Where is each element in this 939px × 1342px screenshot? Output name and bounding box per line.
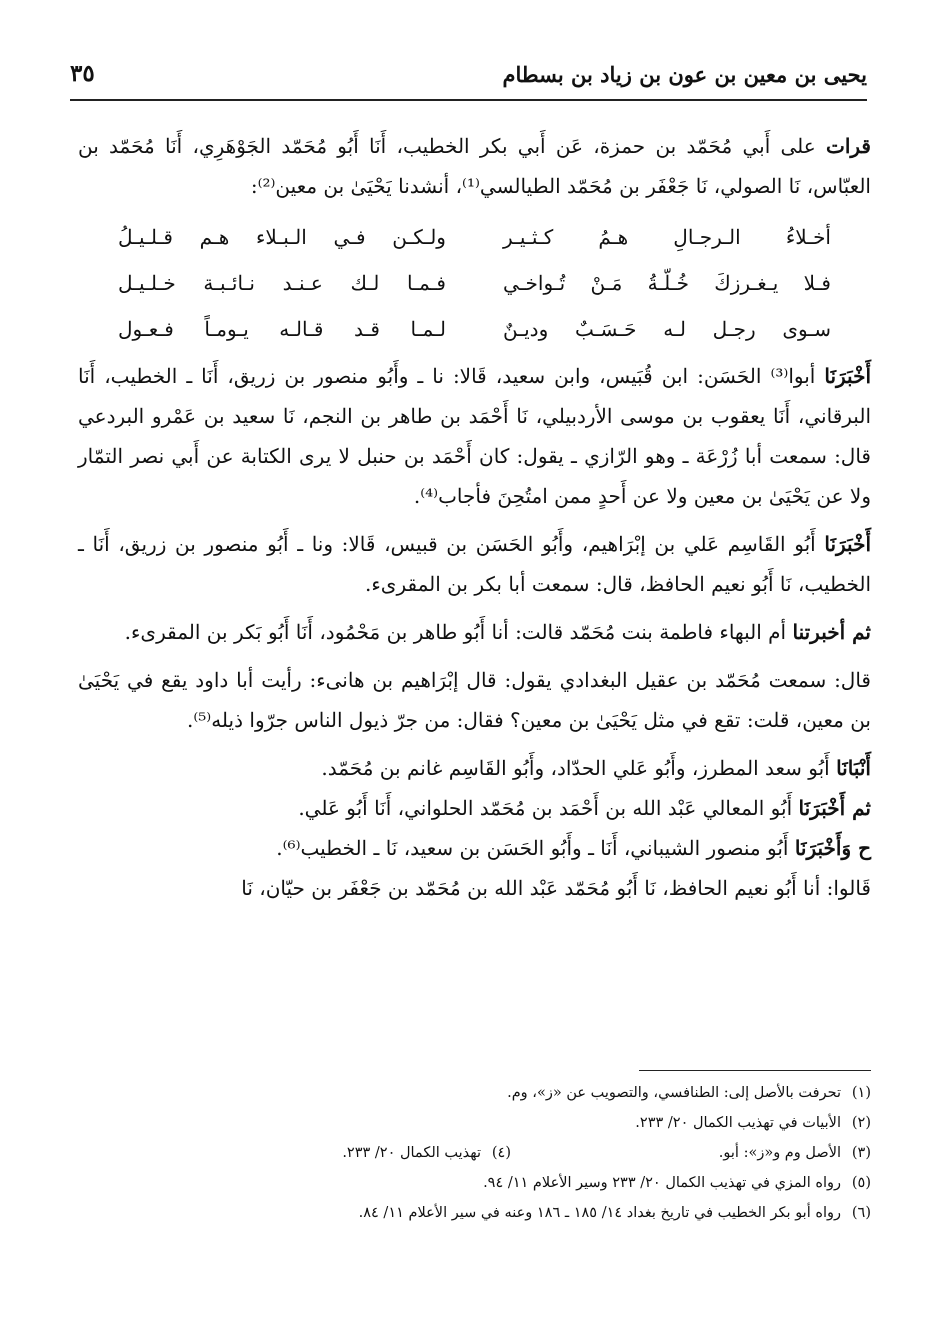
paragraph-text: أبوا⁽³⁾ الحَسَن: ابن قُبَيس، وابن سعيد، قَالا: نا ـ وأَبُو منصور بن زريق، أَنَا ـ الخطيب، أَنَا البرقاني، أَنَا يعقوب بن موسى الأردبيلي، نَا أَحْمَد بن طاهر بن النجم، نَا سعيد بن عَمْرو البردعي قال: سمعت أبا زُرْعَة ـ وهو الرّازي ـ يقول: كان أَحْمَد بن حنبل لا يرى الكتابة عن أَبي نصر التمّار ولا عن يَحْيَىٰ بن معين ولا عن أَحدٍ ممن امتُحِنَ فأجاب⁽⁴⁾.: [78, 364, 871, 508]
footnote-rule: [639, 1070, 871, 1071]
paragraph-text: على أَبي مُحَمّد بن حمزة، عَن أَبي بكر الخطيب، أَنَا أَبُو مُحَمّد الجَوْهَرِي، أَنَا مُحَمّد بن العبّاس، نَا الصولي، نَا جَعْفَر بن مُحَمّد الطيالسي⁽¹⁾، أنشدنا يَحْيَىٰ بن معين⁽²⁾:: [78, 134, 871, 198]
running-title: يحيى بن معين بن عون بن زياد بن بسطام: [502, 62, 867, 87]
verse-first-hemistich: سـوى رجـل لـه حَـسَـبٌ وديـنٌ: [503, 317, 831, 341]
paragraph-1: [78, 126, 871, 206]
paragraph-text: أَبُو المعالي عَبْد الله بن أَحْمَد بن مُحَمّد الحلواني، أَنَا أَبُو عَلي.: [298, 796, 799, 820]
paragraph-text: أَبُو منصور الشيباني، أَنَا ـ وأَبُو الحَسَن بن سعيد، نَا ـ الخطيب⁽⁶⁾.: [276, 836, 795, 860]
paragraph-7: [78, 788, 871, 828]
paragraph-lead: أَخْبَرَنَا: [824, 532, 871, 556]
verse-second-hemistich: فـمـا لـك عـنـد نـائـبـة خـلـيـل: [118, 271, 446, 295]
paragraph-lead: أَخْبَرَنَا: [824, 364, 872, 388]
main-text: [78, 126, 871, 916]
paragraph-text: قَالوا: أنا أَبُو نعيم الحافظ، نَا أَبُو مُحَمّد عَبْد الله بن مُحَمّد بن جَعْفَر بن حيّان، نَا: [241, 876, 871, 900]
verse-second-hemistich: ولـكـن فـي الـبـلاء هـم قـلـيـلُ: [118, 225, 446, 249]
paragraph-text: أَبُو القَاسِم عَلي بن إبْرَاهيم، وأَبُو الحَسَن بن قبيس، قَالا: ونا ـ أَبُو منصور بن زريق، أَنَا ـ الخطيب، نَا أَبُو نعيم الحافظ، قال: سمعت أبا بكر بن المقرىء.: [78, 532, 871, 596]
footnotes: [250, 1078, 871, 1228]
poem-verse: [118, 214, 831, 260]
paragraph-8: [78, 828, 871, 868]
footnote: [250, 1138, 871, 1168]
footnote-text: رواه أبو بكر الخطيب في تاريخ بغداد ١٤/ ١٨٥ ـ ١٨٦ وعنه في سير الأعلام ١١/ ٨٤.: [358, 1205, 841, 1221]
footnote-number: (١): [851, 1085, 871, 1101]
paragraph-text: أم البهاء فاطمة بنت مُحَمّد قالت: أنا أَبُو طاهر بن مَحْمُود، أَنَا أَبُو بَكر بن المقرىء.: [124, 620, 793, 644]
footnote-number: (٤): [491, 1145, 511, 1161]
footnote: [250, 1168, 871, 1198]
paragraph-5: [78, 660, 871, 740]
poem: [118, 214, 831, 352]
footnote-text: الأبيات في تهذيب الكمال ٢٠/ ٢٣٣.: [635, 1115, 841, 1131]
footnote-number: (٢): [851, 1115, 871, 1131]
paragraph-3: [78, 524, 871, 604]
running-header: [70, 58, 867, 98]
paragraph-9: [78, 868, 871, 908]
paragraph-text: أَبُو سعد المطرز، وأَبُو عَلي الحدّاد، وأَبُو القَاسِم غانم بن مُحَمّد.: [321, 756, 837, 780]
poem-verse: [118, 260, 831, 306]
paragraph-text: قال: سمعت مُحَمّد بن عقيل البغدادي يقول: قال إبْرَاهيم بن هانىء: رأيت أبا داود يقع في يَحْيَىٰ بن معين، قلت: تقع في مثل يَحْيَىٰ بن معين؟ فقال: من جرّ ذيول الناس جرّوا ذيله⁽⁵⁾.: [78, 668, 871, 732]
footnote-text: تحرفت بالأصل إلى: الطنافسي، والتصويب عن «ز»، وم.: [507, 1085, 841, 1101]
paragraph-6: [78, 748, 871, 788]
footnote: [250, 1108, 871, 1138]
footnote-number: (٦): [851, 1205, 871, 1221]
footnote-number: (٣): [851, 1145, 871, 1161]
paragraph-lead: ثم أَخْبَرَنَا: [798, 796, 871, 820]
footnote: [250, 1078, 871, 1108]
footnote-text: الأصل وم و«ز»: أبو.: [718, 1145, 841, 1161]
footnote-text: رواه المزي في تهذيب الكمال ٢٠/ ٢٣٣ وسير الأعلام ١١/ ٩٤.: [483, 1175, 841, 1191]
footnote-number: (٥): [851, 1175, 871, 1191]
paragraph-lead: ثم أخبرتنا: [792, 620, 871, 644]
paragraph-lead: أَنْبَانَا: [836, 756, 871, 780]
paragraph-2: [78, 356, 871, 516]
footnote-text: تهذيب الكمال ٢٠/ ٢٣٣.: [342, 1145, 481, 1161]
verse-first-hemistich: أخـلاءُ الـرجـالِ هـمُ كـثـيـر: [503, 225, 831, 249]
footnote: [250, 1198, 871, 1228]
poem-verse: [118, 306, 831, 352]
verse-second-hemistich: لـمـا قـد قـالـه يـومـاً فـعـول: [118, 317, 446, 341]
page-number: ٣٥: [70, 60, 95, 87]
verse-first-hemistich: فـلا يـغـرزكَ خُـلّـةُ مَـنْ تُـواخـي: [503, 271, 831, 295]
paragraph-4: [78, 612, 871, 652]
paragraph-lead: قرات: [826, 134, 871, 158]
header-rule: [70, 99, 867, 101]
paragraph-lead: ح وَأَخْبَرَنَا: [794, 836, 871, 860]
